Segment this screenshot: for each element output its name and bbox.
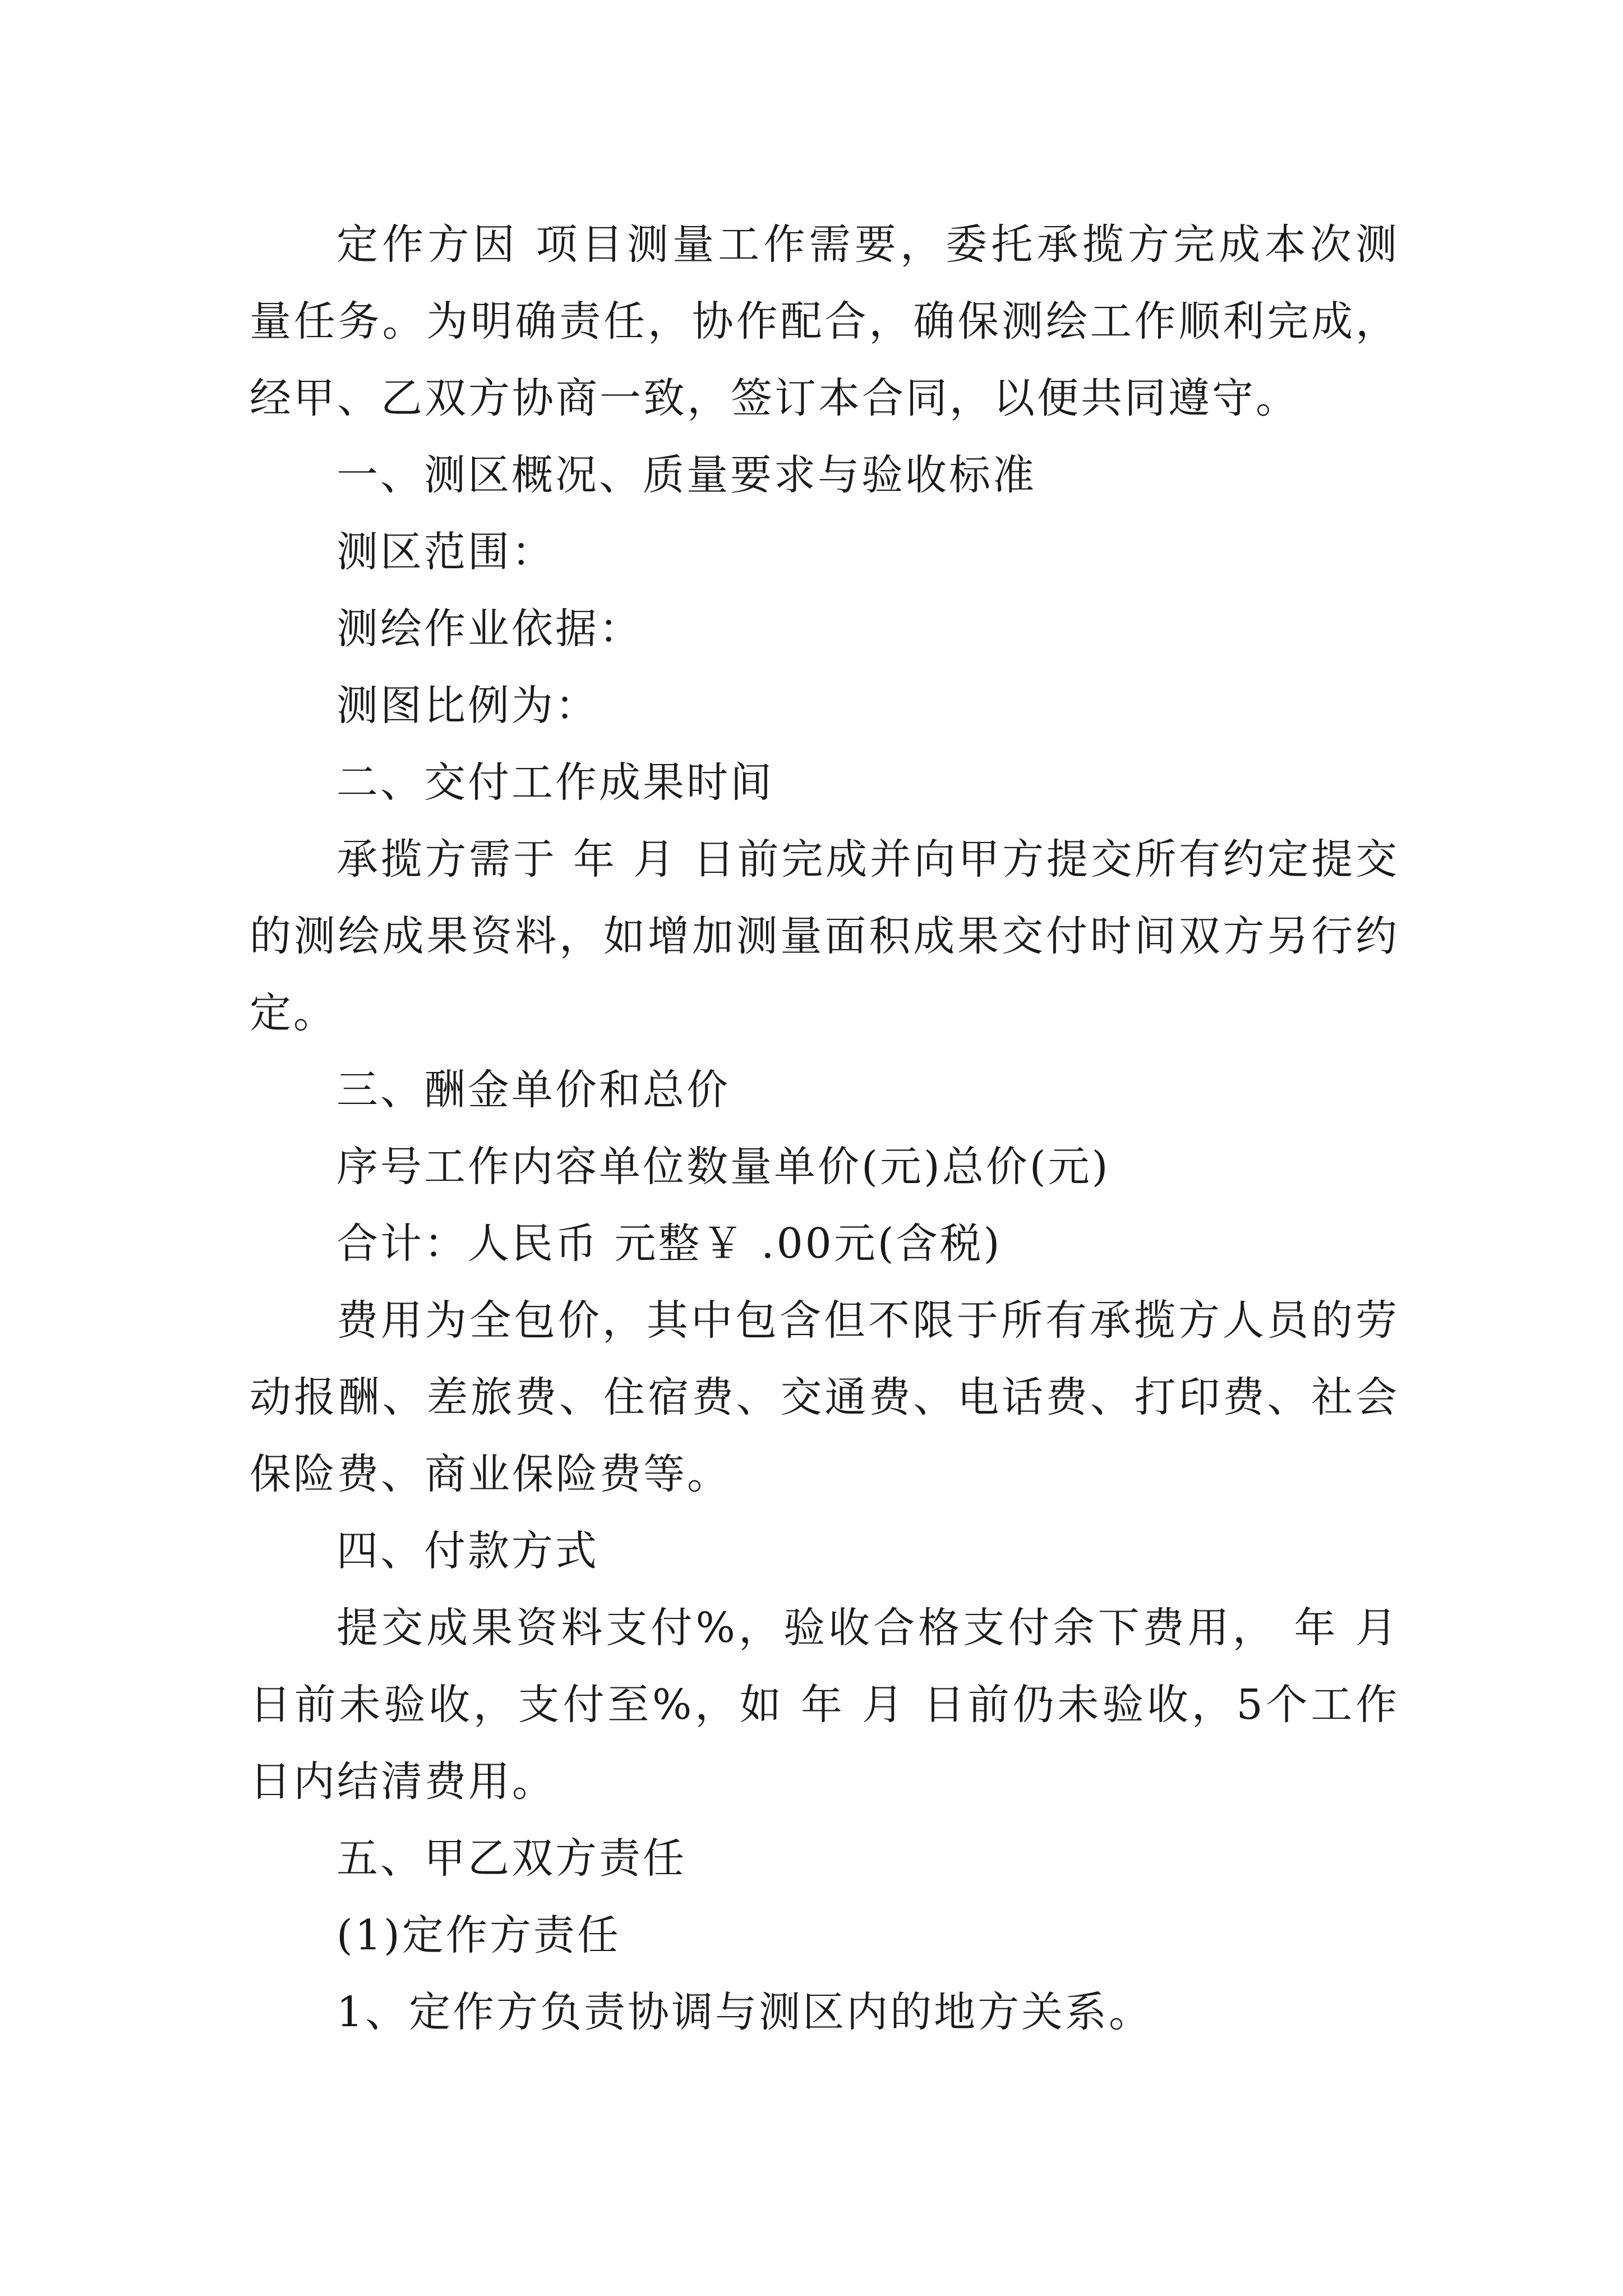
pricing-table-header: 序号工作内容单位数量单价(元)总价(元) xyxy=(336,1143,1110,1191)
paragraph-intro: 定作方因 项目测量工作需要，委托承揽方完成本次测量任务。为明确责任，协作配合，确保测绘工作顺利完成，经甲、乙双方协商一致，签订本合同，以便共同遵守。 xyxy=(250,220,1399,422)
heading-survey-overview: 一、测区概况、质量要求与验收标准 xyxy=(336,451,1036,499)
heading-responsibilities: 五、甲乙双方责任 xyxy=(336,1834,686,1883)
field-map-scale: 测图比例为： xyxy=(336,682,599,730)
subheading-client-responsibilities: (1)定作方责任 xyxy=(336,1911,621,1959)
field-survey-basis: 测绘作业依据： xyxy=(336,605,643,653)
heading-delivery-time: 二、交付工作成果时间 xyxy=(336,758,774,807)
clause-client-1: 1、定作方负责协调与测区内的地方关系。 xyxy=(336,1988,1153,2036)
paragraph-fee-scope: 费用为全包价，其中包含但不限于所有承揽方人员的劳动报酬、差旅费、住宿费、交通费、电话费、打印费、社会保险费、商业保险费等。 xyxy=(250,1296,1399,1498)
pricing-total: 合计：人民币 元整￥ .00元(含税) xyxy=(336,1220,1002,1268)
document-body xyxy=(250,206,1399,2051)
paragraph-delivery-time: 承揽方需于 年 月 日前完成并向甲方提交所有约定提交的测绘成果资料，如增加测量面积成果交付时间双方另行约定。 xyxy=(250,835,1399,1037)
heading-payment: 四、付款方式 xyxy=(336,1527,599,1575)
field-survey-area: 测区范围： xyxy=(336,528,555,576)
paragraph-payment: 提交成果资料支付%，验收合格支付余下费用， 年 月 日前未验收，支付至%，如 年 月 日前仍未验收，5个工作日内结清费用。 xyxy=(250,1604,1399,1806)
heading-pricing: 三、酬金单价和总价 xyxy=(336,1066,730,1114)
